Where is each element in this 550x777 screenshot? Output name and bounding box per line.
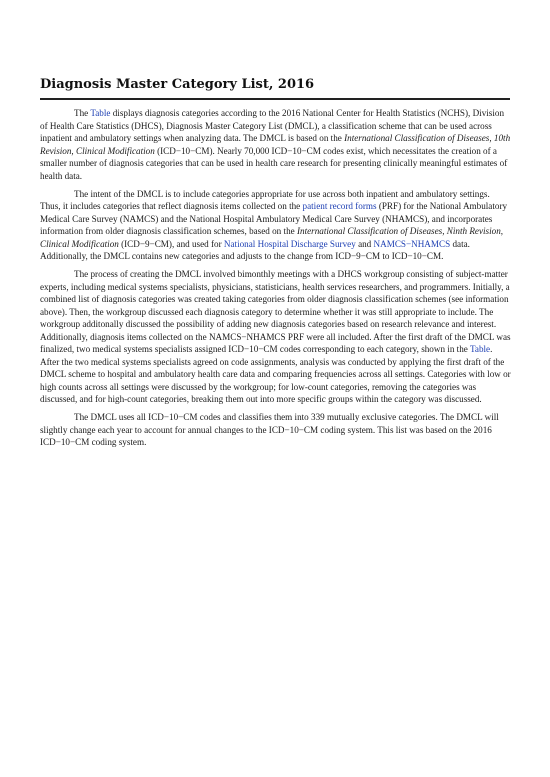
- page-title: Diagnosis Master Category List, 2016: [40, 77, 315, 92]
- nhds-link[interactable]: National Hospital Discharge Survey: [223, 238, 356, 249]
- paragraph-text: data. Additionally, the DMCL contains new categories and adjusts to the change from ICD−9−CM to ICD−10−CM.: [40, 238, 470, 261]
- paragraph-text: The DMCL uses all ICD−10−CM codes and classifies them into 339 mutually exclusive categories. The DMCL will slightly change each year to account for annual changes to the ICD−10−CM coding system. This list was based on the 2016 ICD−10−CM coding system.: [40, 412, 499, 447]
- document-body: [40, 107, 511, 454]
- namcs-nhamcs-link[interactable]: NAMCS−NHAMCS: [373, 238, 451, 249]
- paragraph-text: (PRF) for the National Ambulatory Medical Care Survey (NAMCS) and the National Hospital Ambulatory Medical Care Survey (NHAMCS), and incorporates information from older diagnosis classification schemes, based on the: [40, 201, 508, 236]
- paragraph-text: The process of creating the DMCL involved bimonthly meetings with a DHCS workgroup consisting of subject-matter experts, including medical systems specialists, physicians, statisticians, health services researchers, and programmers. Initially, a combined list of diagnosis categories was created taking categories from older diagnosis classification schemes (see information above). Then, the workgroup discussed each diagnosis category to determine whether it was still appropriate to include. The workgroup additonally discussed the possibility of adding new diagnosis categories based on research relevance and interest. Additionally, diagnosis items collected on the NAMCS−NHAMCS PRF were all included. After the first draft of the DMCL was finalized, two medical systems specialists assigned ICD−10−CM codes corresponding to each category, shown in the: [40, 269, 511, 354]
- paragraph-text: and: [355, 238, 374, 249]
- table-link[interactable]: Table: [469, 344, 491, 354]
- paragraph-text: The intent of the DMCL is to include categories appropriate for use across both inpatient and ambulatory settings. Thus, it includes categories that reflect diagnosis items collected on the: [40, 188, 490, 211]
- icd9-title: International Classification of Diseases, Ninth Revision, Clinical Modification: [40, 226, 504, 249]
- paragraph-text: (ICD−9−CM), and used for: [118, 238, 224, 249]
- paragraph-text: . After the two medical systems specialists agreed on code assignments, analysis was conducted by applying the first draft of the DMCL scheme to hospital and ambulatory health care data and comparing frequencies across all settings. Categories with low or high counts across all settings were discussed by the workgroup; for low-count categories, removing the categories was discussed, and for high-count categories, breaking them out into more specific groups within the category was discussed.: [40, 344, 511, 404]
- patient-record-forms-link[interactable]: patient record forms: [302, 201, 377, 211]
- paragraph-text: (ICD−10−CM). Nearly 70,000 ICD−10−CM codes exist, which necessitates the creation of a smaller number of diagnosis categories that can be used in health care research for presenting clinically meaningful estimates of health data.: [40, 145, 508, 181]
- table-link[interactable]: Table: [90, 108, 111, 118]
- icd10-title: International Classification of Diseases, 10th Revision, Clinical Modification: [40, 133, 511, 156]
- paragraph-text: displays diagnosis categories according to the 2016 National Center for Health Statistics (NCHS), Division of Health Care Statistics (DHCS), Diagnosis Master Category List (DMCL), a classification scheme that can be used across inpatient and ambulatory settings when analyzing data. The DMCL is based on the: [40, 108, 505, 143]
- paragraph-intro: [40, 107, 511, 182]
- paragraph-summary: [40, 411, 511, 449]
- paragraph-process: [40, 268, 511, 406]
- paragraph-intent: [40, 188, 511, 263]
- title-divider: [40, 98, 510, 100]
- paragraph-text: The: [74, 108, 91, 118]
